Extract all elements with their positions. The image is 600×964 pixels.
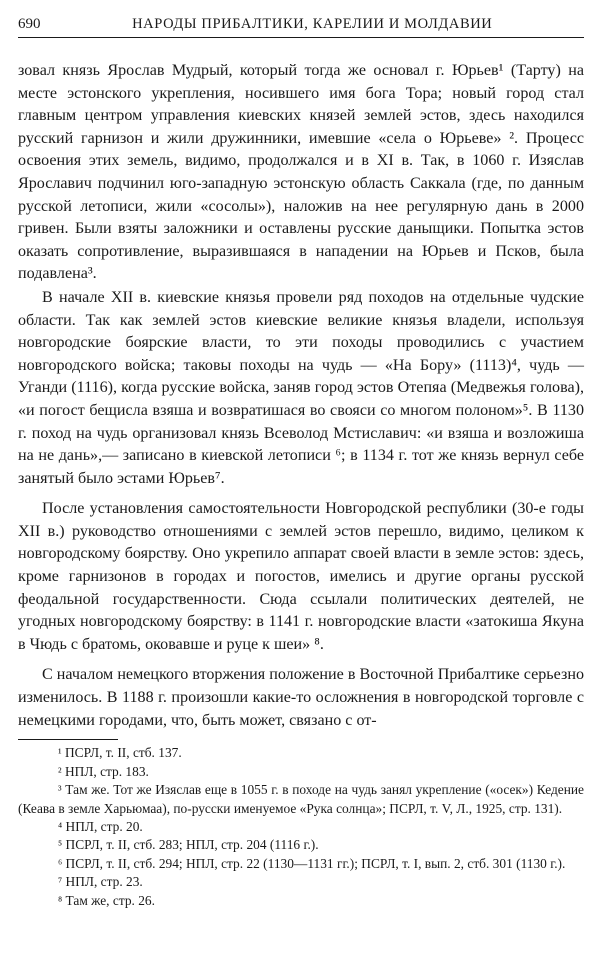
- footnote: [18, 873, 584, 892]
- footnote-text: НПЛ, стр. 23.: [65, 874, 143, 890]
- footnote-mark: ³: [58, 783, 62, 798]
- footnote-text: ПСРЛ, т. II, стб. 294; НПЛ, стр. 22 (1130—1131 гг.); ПСРЛ, т. I, вып. 2, стб. 301 (1130 г.).: [65, 855, 566, 871]
- footnote-mark: ⁶: [58, 856, 63, 871]
- paragraph: В начале XII в. киевские князья провели ряд походов на отдельные чудские области. Так как землей эстов киевские великие князья владели, используя новгородские боярские власти, то эти походы проводились с участием новгородского войска; таковы походы на чудь — «На Бору» (1113)⁴, чудь — Уганди (1116), когда русские войска, заняв город эстов Отепяа (Медвежья голова), «и погост бещисла взяша и возвратишася во свояси со многом полоном»⁵. В 1130 г. поход на чудь организовал князь Всеволод Мстиславич: «и взяша и возложиша на не дань»,— записано в киевской летописи ⁶; в 1134 г. тот же князь вернул себе занятый было эстами Юрьев⁷.: [18, 288, 584, 487]
- footnote-mark: ²: [58, 764, 62, 779]
- page-number: 690: [18, 16, 41, 32]
- page-header: [18, 14, 584, 38]
- footnote: [18, 892, 584, 911]
- footnote-text: ПСРЛ, т. II, стб. 283; НПЛ, стр. 204 (1116 г.).: [65, 837, 319, 853]
- paragraph: зовал князь Ярослав Мудрый, который тогда же основал г. Юрьев¹ (Тарту) на месте эстонского укрепления, носившего имя бога Тора; новый город стал главным центром управления киевских князей землей эстов, здесь находился русский гарнизон и жили дружинники, имевшие «села о Юрьеве» ². Процесс освоения этих земель, видимо, продолжался и в XI в. Так, в 1060 г. Изяслав Ярославич подчинил юго-западную эстонскую область Саккала (где, по данным русской летописи, жили «сосолы»), наложив на нее регулярную дань в 2000 гривен. Были взяты заложники и оставлены русские даныщики. Попытка эстов оказать сопротивление, выразившаяся в нападении на Юрьев и Псков, была подавлена³.: [18, 62, 584, 283]
- book-page: [18, 14, 584, 911]
- paragraph: С началом немецкого вторжения положение в Восточной Прибалтике серьезно изменилось. В 1188 г. произошли какие-то осложнения в новгородской торговле с немецкими городами, что, быть может, связано с от-: [18, 666, 584, 729]
- footnote: [18, 763, 584, 782]
- footnote: [18, 818, 584, 837]
- footnote-text: НПЛ, стр. 20.: [65, 818, 143, 834]
- body-text: [18, 60, 584, 732]
- footnote: [18, 855, 584, 874]
- footnote-mark: ⁸: [58, 893, 63, 908]
- footnote-mark: ¹: [58, 746, 62, 761]
- footnote-text: Там же, стр. 26.: [65, 892, 155, 908]
- footnote: [18, 744, 584, 763]
- footnote: [18, 836, 584, 855]
- footnote-text: НПЛ, стр. 183.: [64, 763, 149, 779]
- footnote: [18, 781, 584, 817]
- footnote-mark: ⁷: [58, 875, 63, 890]
- footnote-mark: ⁴: [58, 819, 63, 834]
- footnote-mark: ⁵: [58, 838, 63, 853]
- footnotes: [18, 744, 584, 910]
- footnote-text: Там же. Тот же Изяслав еще в 1055 г. в походе на чудь занял укрепление («осек») Кедение (Кеава в земле Харьюмаа), по-русски именуемое «Рука солнца»; ПСРЛ, т. V, Л., 1925, стр. 131).: [18, 782, 584, 816]
- footnote-text: ПСРЛ, т. II, стб. 137.: [64, 745, 182, 761]
- footnote-divider: [18, 739, 118, 740]
- running-title: НАРОДЫ ПРИБАЛТИКИ, КАРЕЛИИ И МОЛДАВИИ: [132, 16, 493, 32]
- paragraph: После установления самостоятельности Новгородской республики (30-е годы XII в.) руководство отношениями с землей эстов перешло, видимо, целиком к новгородскому боярству. Оно укрепило аппарат своей власти в земле эстов: здесь, кроме гарнизонов в городах и погостов, имелись и другие органы русской феодальной государственности. Сюда ссылали политических деятелей, не угодных новгородскому боярству: в 1141 г. новгородские власти «затокиша Якуна в Чюдь с братомь, оковавше и руце к шеи» ⁸.: [18, 500, 584, 653]
